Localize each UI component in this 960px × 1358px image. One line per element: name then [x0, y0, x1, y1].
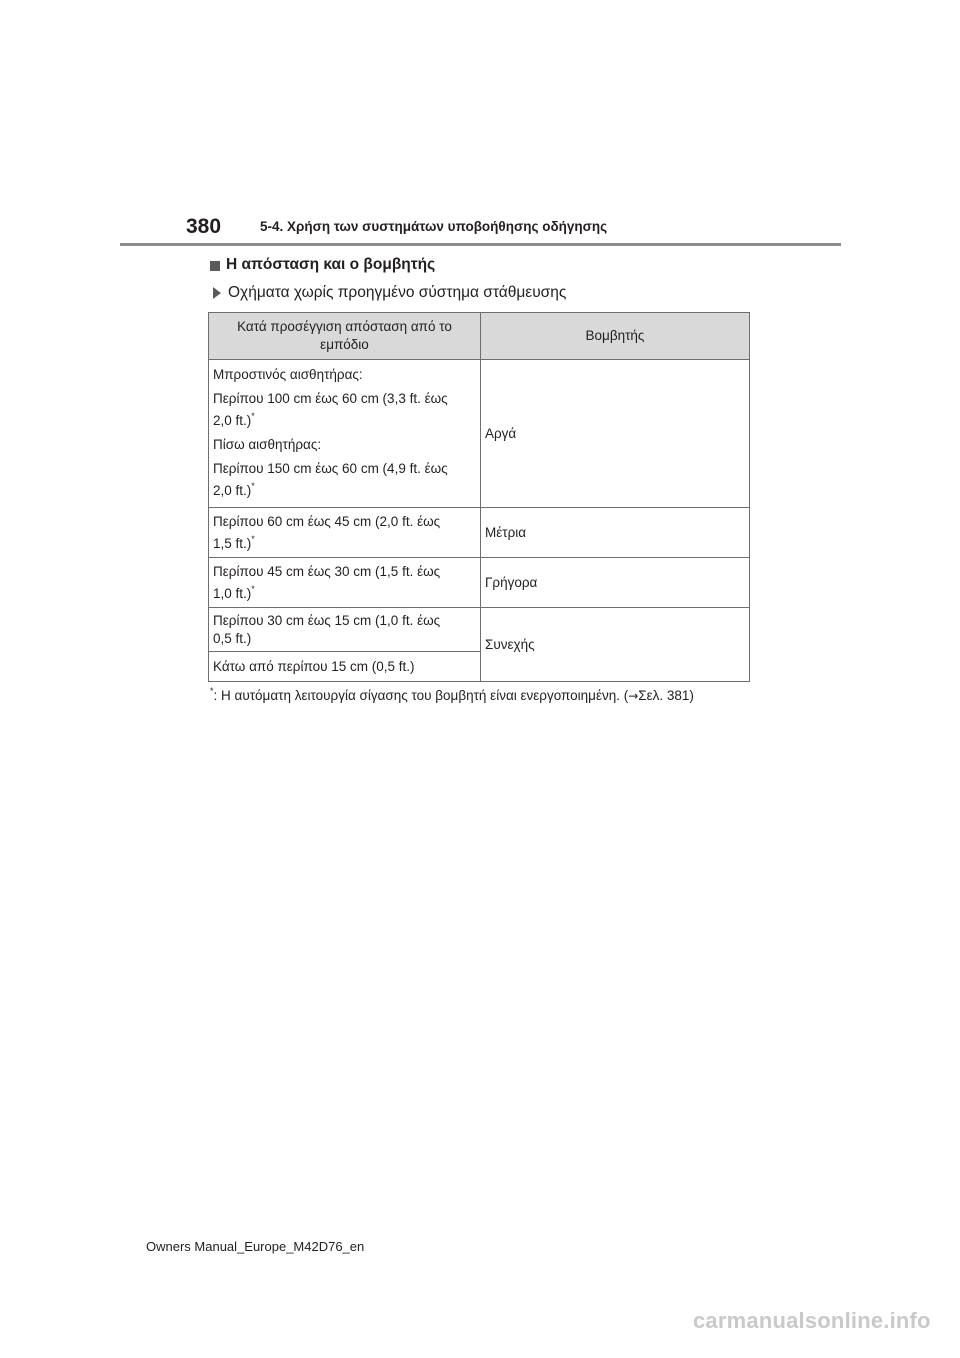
page-number: 380 — [186, 215, 222, 238]
buzzer-cell: Μέτρια — [481, 508, 750, 558]
header-distance: Κατά προσέγγιση απόσταση από το εμπόδιο — [209, 313, 481, 360]
footnote-marker: * — [251, 533, 255, 544]
table-row — [209, 608, 750, 652]
footer-document-id: Owners Manual_Europe_M42D76_en — [146, 1239, 365, 1254]
footnote-marker: * — [251, 480, 255, 491]
section-heading-text: Η απόσταση και ο βομβητής — [226, 256, 436, 273]
footnote-marker: * — [210, 686, 214, 696]
footnote — [210, 688, 694, 703]
footnote-text: : Η αυτόματη λειτουργία σίγασης του βομβητή είναι ενεργοποιημένη. ( — [213, 688, 629, 703]
table-header-row — [209, 313, 750, 360]
sub-heading-text: Οχήματα χωρίς προηγμένο σύστημα στάθμευσης — [228, 284, 567, 301]
cell-line: Πίσω αισθητήρας: — [213, 436, 322, 452]
square-bullet-icon — [210, 261, 220, 271]
header-buzzer: Βομβητής — [481, 313, 750, 360]
table-row — [209, 360, 750, 508]
header-divider — [120, 243, 841, 246]
cell-line: 2,0 ft.)* — [213, 410, 255, 428]
cell-line: Περίπου 45 cm έως 30 cm (1,5 ft. έως — [213, 563, 441, 579]
section-heading — [210, 256, 435, 274]
distance-cell — [209, 608, 481, 652]
table-row — [209, 558, 750, 608]
buzzer-cell: Συνεχής — [481, 608, 750, 682]
distance-cell — [209, 360, 481, 508]
table-row — [209, 508, 750, 558]
sub-heading — [213, 284, 566, 302]
cell-line: 1,0 ft.)* — [213, 583, 255, 601]
watermark: carmanualsonline.info — [693, 1308, 931, 1333]
page-reference-link[interactable]: Σελ. 381) — [638, 688, 694, 703]
cell-line: 1,5 ft.)* — [213, 533, 255, 551]
footnote-marker: * — [251, 583, 255, 594]
cell-line: Περίπου 60 cm έως 45 cm (2,0 ft. έως — [213, 513, 441, 529]
cell-line: Περίπου 150 cm έως 60 cm (4,9 ft. έως — [213, 460, 448, 476]
triangle-bullet-icon — [213, 287, 221, 299]
running-header: 5-4. Χρήση των συστημάτων υποβοήθησης οδήγησης — [260, 219, 608, 234]
cell-line: Περίπου 30 cm έως 15 cm (1,0 ft. έως — [213, 612, 441, 628]
cell-line: Κάτω από περίπου 15 cm (0,5 ft.) — [213, 658, 415, 674]
cell-line: 0,5 ft.) — [213, 630, 252, 646]
footnote-marker: * — [251, 410, 255, 421]
distance-cell — [209, 558, 481, 608]
distance-buzzer-table — [208, 312, 750, 682]
arrow-right-icon: → — [628, 689, 639, 703]
distance-cell — [209, 508, 481, 558]
buzzer-cell: Γρήγορα — [481, 558, 750, 608]
cell-line: 2,0 ft.)* — [213, 480, 255, 498]
cell-line: Περίπου 100 cm έως 60 cm (3,3 ft. έως — [213, 390, 448, 406]
buzzer-cell: Αργά — [481, 360, 750, 508]
distance-cell — [209, 652, 481, 682]
cell-line: Μπροστινός αισθητήρας: — [213, 366, 363, 382]
